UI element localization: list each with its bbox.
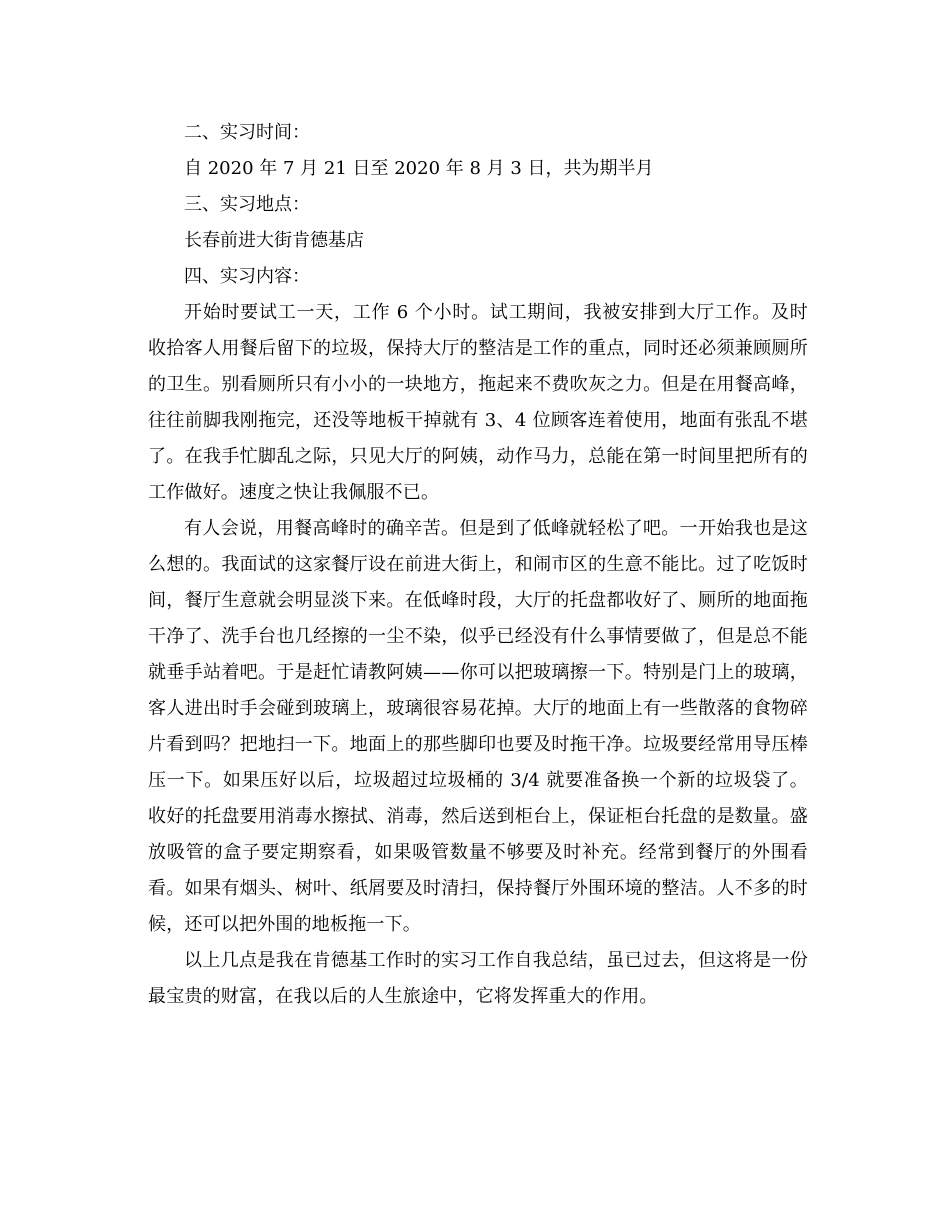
paragraph-trial-work: 开始时要试工一天，工作 6 个小时。试工期间，我被安排到大厅工作。及时收拾客人用餐后留下的垃圾，保持大厅的整洁是工作的重点，同时还必须兼顾厕所的卫生。别看厕所只有小小的一块地方，拖起来不费吹灰之力。但是在用餐高峰，往往前脚我刚拖完，还没等地板干掉就有 3、4 位顾客连着使用，地面有张乱不堪了。在我手忙脚乱之际，只见大厅的阿姨，动作马力，总能在第一时间里把所有的工作做好。速度之快让我佩服不已。 [148,302,808,503]
section-heading-location: 三、实习地点： [184,194,310,215]
document-body [148,115,808,1015]
internship-period-text: 自 2020 年 7 月 21 日至 2020 年 8 月 3 日，共为期半月 [184,158,654,179]
section-heading-content: 四、实习内容： [184,266,310,287]
section-heading-time: 二、实习时间： [184,122,310,143]
internship-location-text: 长春前进大街肯德基店 [184,230,364,251]
paragraph-summary: 以上几点是我在肯德基工作时的实习工作自我总结，虽已过去，但这将是一份最宝贵的财富，在我以后的人生旅途中，它将发挥重大的作用。 [148,950,808,1007]
paragraph-off-peak-tasks: 有人会说，用餐高峰时的确辛苦。但是到了低峰就轻松了吧。一开始我也是这么想的。我面试的这家餐厅设在前进大街上，和闹市区的生意不能比。过了吃饭时间，餐厅生意就会明显淡下来。在低峰时段，大厅的托盘都收好了、厕所的地面拖干净了、洗手台也几经擦的一尘不染，似乎已经没有什么事情要做了，但是总不能就垂手站着吧。于是赶忙请教阿姨——你可以把玻璃擦一下。特别是门上的玻璃，客人进出时手会碰到玻璃上，玻璃很容易花掉。大厅的地面上有一些散落的食物碎片看到吗？把地扫一下。地面上的那些脚印也要及时拖干净。垃圾要经常用导压棒压一下。如果压好以后，垃圾超过垃圾桶的 3/4 就要准备换一个新的垃圾袋了。收好的托盘要用消毒水擦拭、消毒，然后送到柜台上，保证柜台托盘的是数量。盛放吸管的盒子要定期察看，如果吸管数量不够要及时补充。经常到餐厅的外围看看。如果有烟头、树叶、纸屑要及时清扫，保持餐厅外围环境的整洁。人不多的时候，还可以把外围的地板拖一下。 [148,518,808,935]
